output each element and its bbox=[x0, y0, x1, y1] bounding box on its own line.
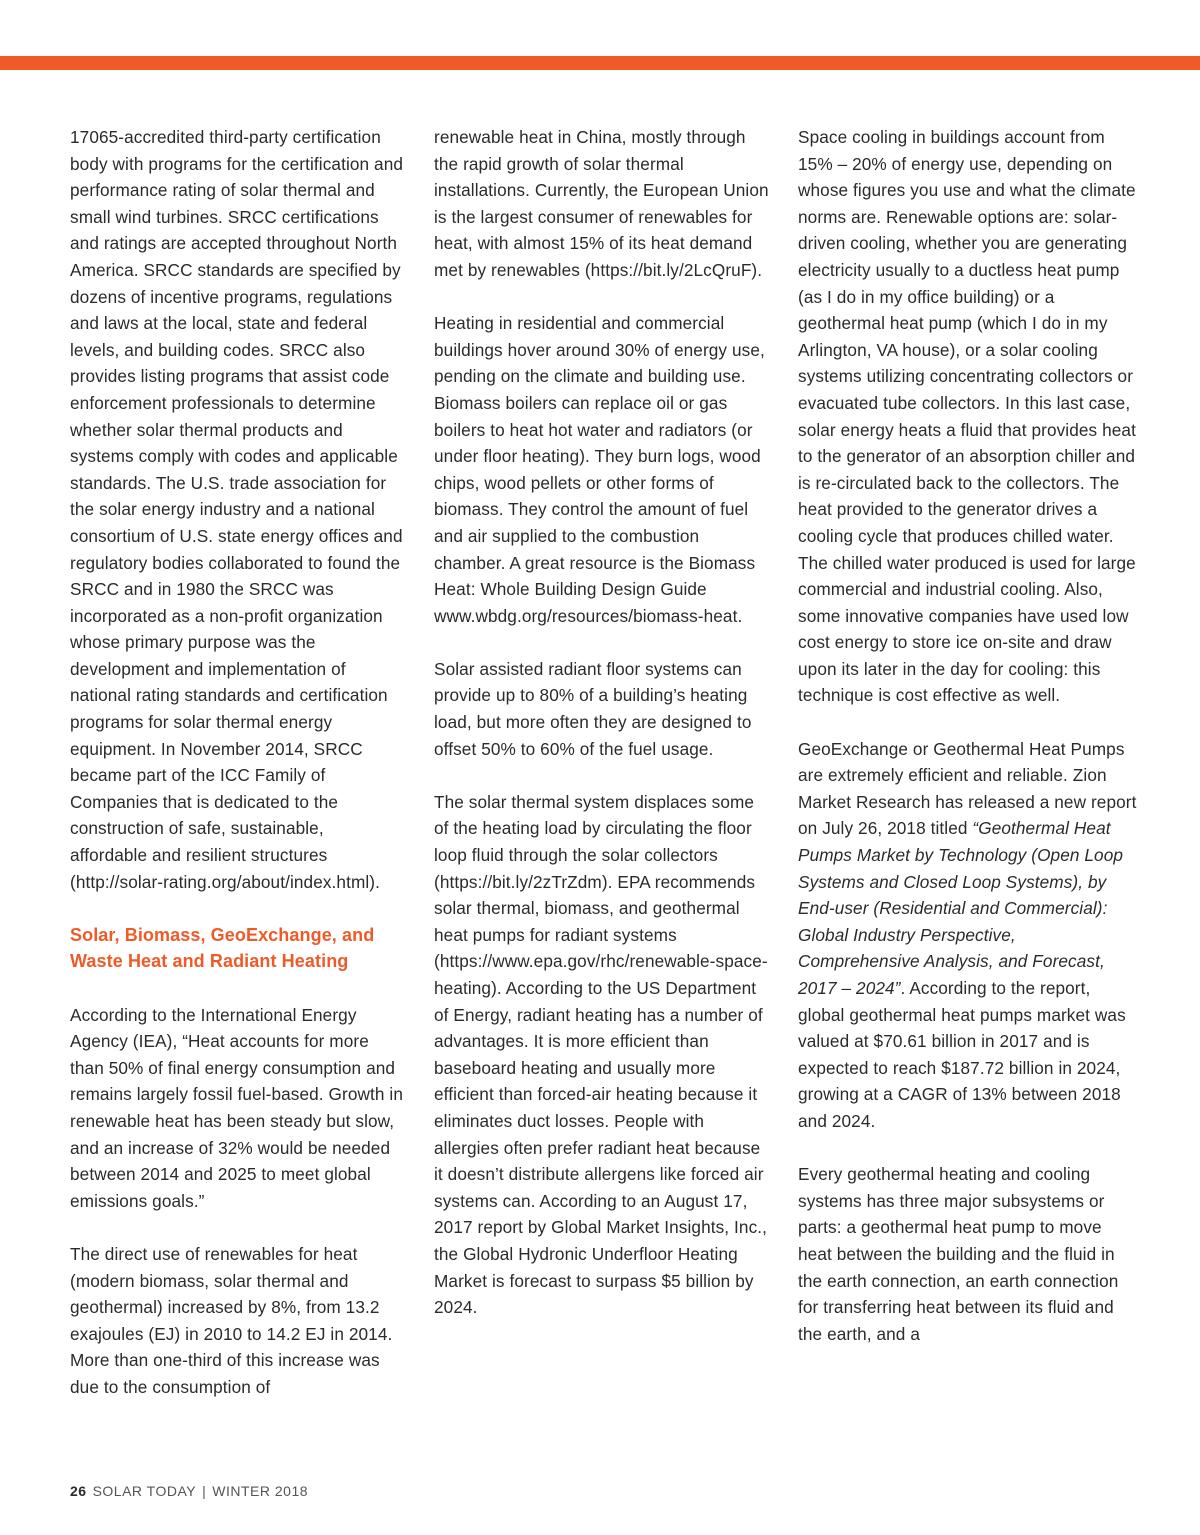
paragraph: The solar thermal system displaces some of the heating load by circulating the floor loop fluid through the solar collectors (https://bit.ly/2zTrZdm). EPA recommends solar thermal, biomass, and geothermal heat pumps for radiant systems (https://www.epa.gov/rhc/renewable-space-heating). According to the US Department of Energy, radiant heating has a number of advantages. It is more efficient than baseboard heating and usually more efficient than forced-air heating because it eliminates duct losses. People with allergies often prefer radiant heat because it doesn’t distribute allergens like forced air systems can. According to an August 17, 2017 report by Global Market Insights, Inc., the Global Hydronic Underfloor Heating Market is forecast to surpass $5 billion by 2024. bbox=[434, 791, 768, 1318]
paragraph bbox=[798, 736, 1138, 1135]
column-3 bbox=[798, 124, 1138, 1347]
paragraph: Space cooling in buildings account from 15% – 20% of energy use, depending on whose figures you use and what the climate norms are. Renewable options are: solar-driven cooling, whether you are generating electricity usually to a ductless heat pump (as I do in my office building) or a geothermal heat pump (which I do in my Arlington, VA house), or a solar cooling systems utilizing concentrating collectors or evacuated tube collectors. In this last case, solar energy heats a fluid that provides heat to the generator of an absorption chiller and is re-circulated back to the collectors. The heat provided to the generator drives a cooling cycle that produces chilled water. The chilled water produced is used for large commercial and industrial cooling. Also, some innovative companies have used low cost energy to store ice on-site and draw upon its later in the day for cooling: this technique is cost effective as well. bbox=[798, 127, 1136, 706]
paragraph: Heating in residential and commercial buildings hover around 30% of energy use, pending on the climate and building use. Biomass boilers can replace oil or gas boilers to heat hot water and radiators (or under floor heating). They burn logs, wood chips, wood pellets or other forms of biomass. They control the amount of fuel and air supplied to the combustion chamber. A great resource is the Biomass Heat: Whole Building Design Guide www.wbdg.org/resources/biomass-heat. bbox=[434, 313, 765, 626]
page-footer bbox=[70, 1483, 308, 1499]
column-2 bbox=[434, 124, 769, 1321]
paragraph: Solar assisted radiant floor systems can provide up to 80% of a building’s heating load, but more often they are designed to offset 50% to 60% of the fuel usage. bbox=[434, 658, 752, 759]
paragraph: The direct use of renewables for heat (modern biomass, solar thermal and geothermal) increased by 8%, from 13.2 exajoules (EJ) in 2010 to 14.2 EJ in 2014. More than one-third of this increase was due to the consumption of bbox=[70, 1243, 393, 1397]
publication-name: SOLAR TODAY bbox=[92, 1483, 197, 1499]
paragraph: renewable heat in China, mostly through the rapid growth of solar thermal installations. Currently, the European Union is the largest consumer of renewables for heat, with almost 15% of its heat demand met by renewables (https://bit.ly/2LcQruF). bbox=[434, 127, 769, 280]
top-accent-bar bbox=[0, 56, 1200, 70]
text-run: . According to the report, global geothermal heat pumps market was valued at $70.61 billion in 2017 and is expected to reach $187.72 billion in 2024, growing at a CAGR of 13% between 2018 and 2024. bbox=[798, 978, 1126, 1131]
paragraph: According to the International Energy Agency (IEA), “Heat accounts for more than 50% of final energy consumption and remains largely fossil fuel-based. Growth in renewable heat has been steady but slow, and an increase of 32% would be needed between 2014 and 2025 to meet global emissions goals.” bbox=[70, 1004, 404, 1211]
page-number: 26 bbox=[70, 1483, 87, 1499]
column-1 bbox=[70, 124, 405, 1401]
report-title: “Geothermal Heat Pumps Market by Technology (Open Loop Systems and Closed Loop Systems), by End-user (Residential and Commercial): Global Industry Perspective, Comprehensive Analysis, and Forecast, 2017 – 2024” bbox=[798, 818, 1124, 998]
paragraph: 17065-accredited third-party certification body with programs for the certification and performance rating of solar thermal and small wind turbines. SRCC certifications and ratings are accepted throughout North America. SRCC standards are specified by dozens of incentive programs, regulations and laws at the local, state and federal levels, and building codes. SRCC also provides listing programs that assist code enforcement professionals to determine whether solar thermal products and systems comply with codes and applicable standards. The U.S. trade association for the solar energy industry and a national consortium of U.S. state energy offices and regulatory bodies collaborated to found the SRCC and in 1980 the SRCC was incorporated as a non-profit organization whose primary purpose was the development and implementation of national rating standards and certification programs for solar thermal energy equipment. In November 2014, SRCC became part of the ICC Family of Companies that is dedicated to the construction of safe, sustainable, affordable and resilient structures (http://solar-rating.org/about/index.html). bbox=[70, 127, 404, 892]
issue-label: WINTER 2018 bbox=[212, 1483, 309, 1499]
paragraph: Every geothermal heating and cooling systems has three major subsystems or parts: a geothermal heat pump to move heat between the building and the fluid in the earth connection, an earth connection for transferring heat between its fluid and the earth, and a bbox=[798, 1164, 1119, 1344]
text-run: GeoExchange or Geothermal Heat Pumps are extremely efficient and reliable. Zion Market Research has released a new report on July 26, 2018 titled bbox=[798, 738, 1137, 839]
section-heading: Solar, Biomass, GeoExchange, and Waste Heat and Radiant Heating bbox=[70, 924, 375, 972]
footer-separator: | bbox=[202, 1483, 207, 1499]
